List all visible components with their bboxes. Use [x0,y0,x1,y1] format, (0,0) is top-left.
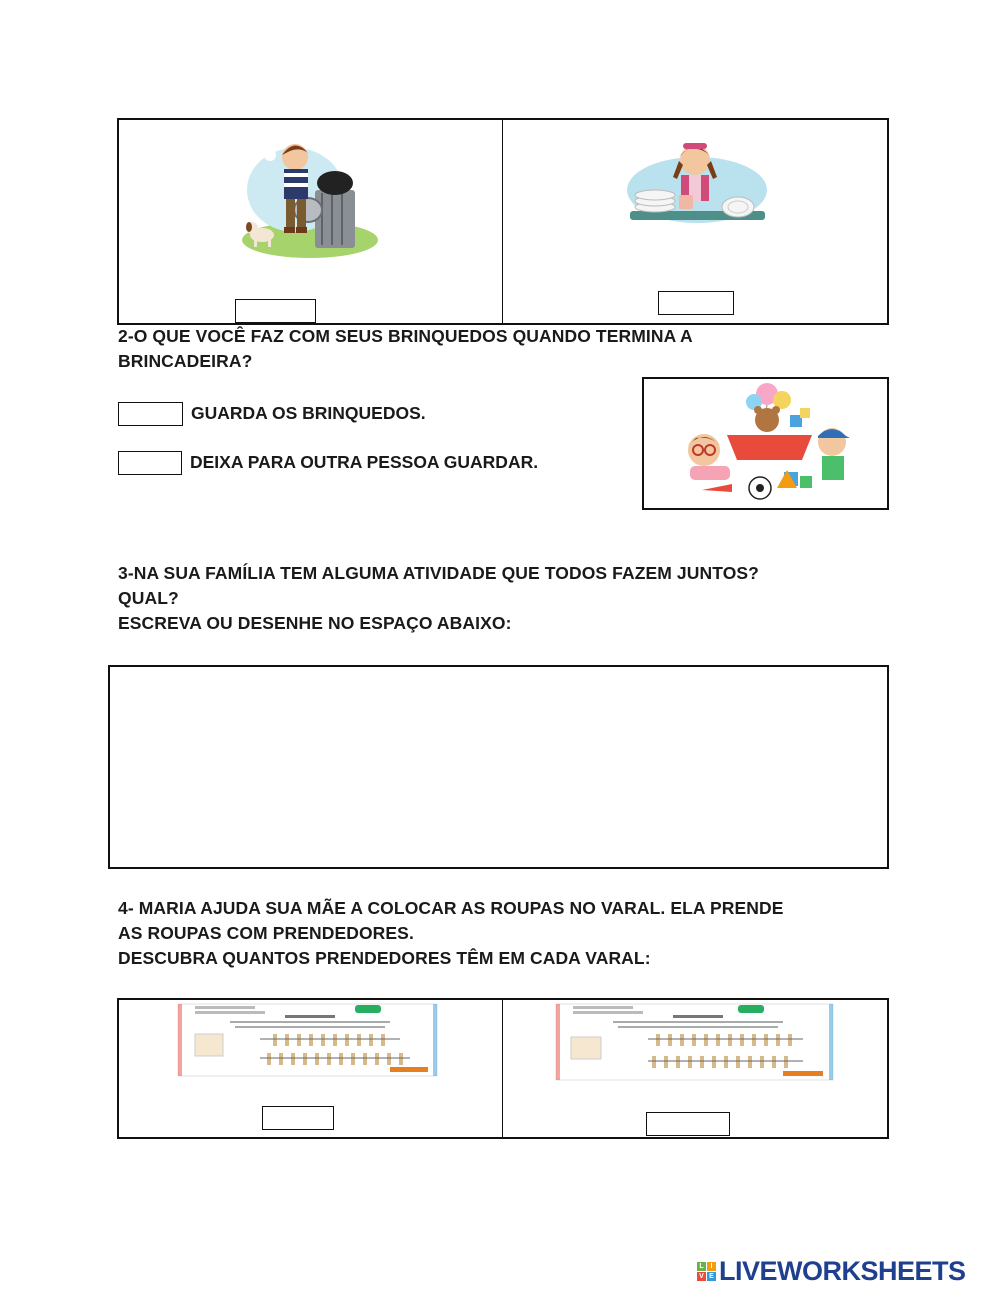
question-3-line-3: ESCREVA OU DESENHE NO ESPAÇO ABAIXO: [118,613,512,633]
question-4-line-1: 4- MARIA AJUDA SUA MÃE A COLOCAR AS ROUPAS NO VARAL. ELA PRENDE [118,898,784,918]
girl-dishes-illustration [625,135,770,230]
question-2-line-2: BRINCADEIRA? [118,351,253,371]
option-leave-toys-label: DEIXA PARA OUTRA PESSOA GUARDAR. [190,452,539,472]
liveworksheets-logo-text: LIVEWORKSHEETS [719,1256,966,1286]
table-divider [502,119,503,324]
badge-letter-v: V [697,1272,706,1281]
boy-trash-illustration [240,135,380,260]
toys-illustration [672,380,852,505]
answer-box-image-2[interactable] [658,291,734,315]
badge-letter-i: I [707,1262,716,1271]
question-3-line-2: QUAL? [118,588,179,608]
question-2-line-1: 2-O QUE VOCÊ FAZ COM SEUS BRINQUEDOS QUANDO TERMINA A [118,326,693,346]
option-keep-toys-label: GUARDA OS BRINQUEDOS. [191,403,426,423]
checkbox-leave-toys[interactable] [118,451,182,475]
activity-images-table [117,118,889,325]
question-3-title [118,561,878,636]
badge-letter-e: E [707,1272,716,1281]
question-4-line-3: DESCUBRA QUANTOS PRENDEDORES TÊM EM CADA VARAL: [118,948,651,968]
liveworksheets-badge-icon [697,1262,716,1281]
clothesline-worksheet-2 [553,1001,836,1083]
badge-letter-l: L [697,1262,706,1271]
question-4-title [118,896,898,971]
answer-box-image-1[interactable] [235,299,316,323]
clothesline-worksheet-1 [175,1001,440,1079]
liveworksheets-logo[interactable] [697,1256,966,1287]
question-3-line-1: 3-NA SUA FAMÍLIA TEM ALGUMA ATIVIDADE QUE TODOS FAZEM JUNTOS? [118,563,759,583]
question-4-line-2: AS ROUPAS COM PRENDEDORES. [118,923,414,943]
drawing-answer-area[interactable] [108,665,889,869]
checkbox-keep-toys[interactable] [118,402,183,426]
question-2-title [118,324,818,374]
answer-box-clothesline-2[interactable] [646,1112,730,1136]
clothesline-table-divider [502,999,503,1138]
answer-box-clothesline-1[interactable] [262,1106,334,1130]
